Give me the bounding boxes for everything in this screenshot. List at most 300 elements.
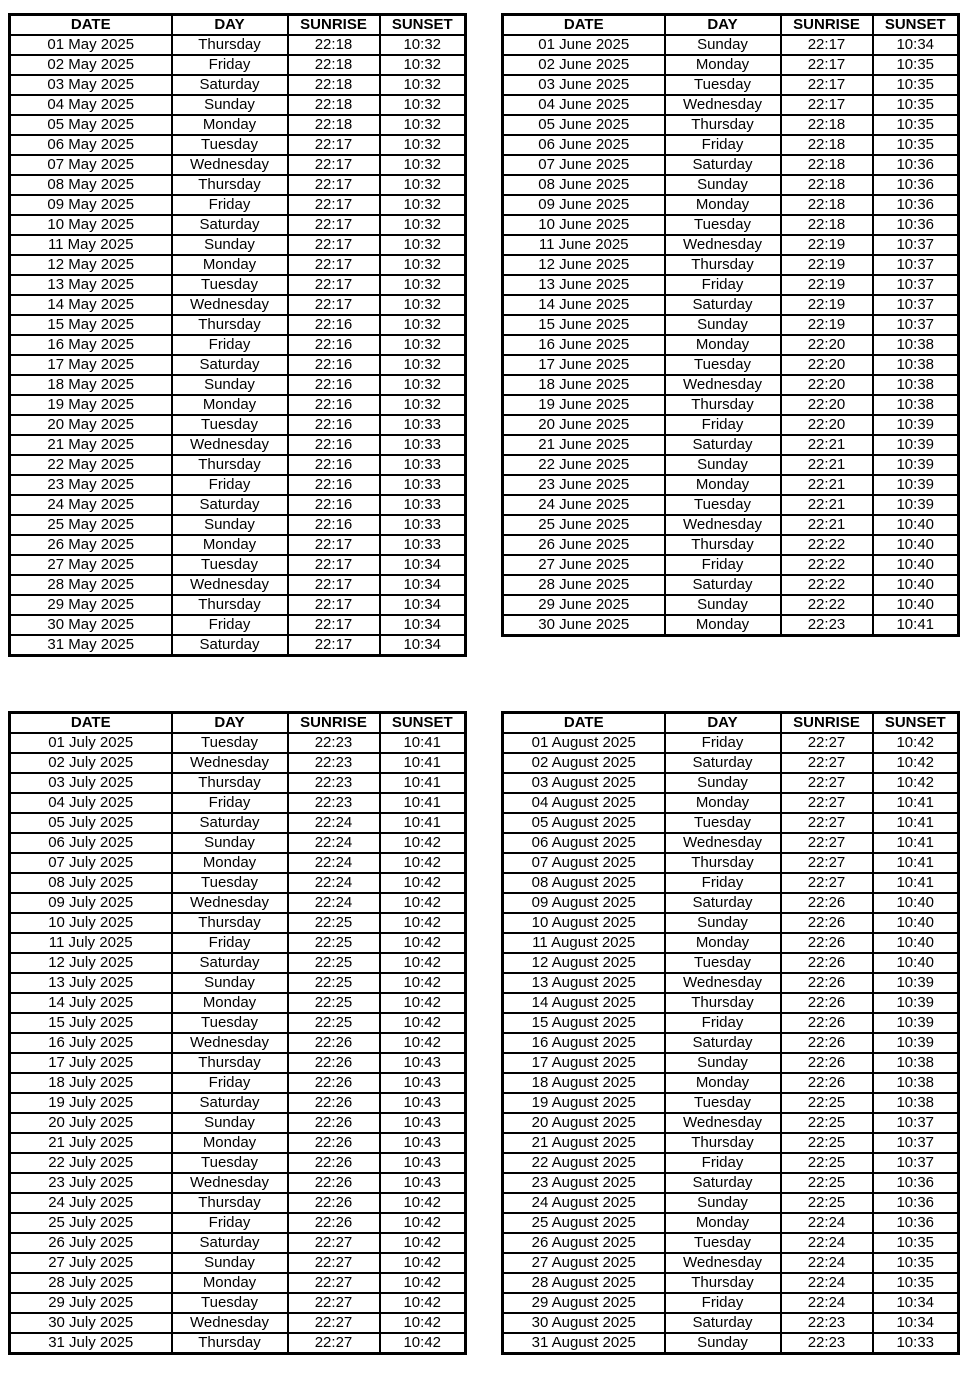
sunrise-cell: 22:16 bbox=[288, 395, 380, 415]
sunset-cell: 10:33 bbox=[380, 435, 466, 455]
sunset-cell: 10:39 bbox=[873, 455, 959, 475]
day-cell: Saturday bbox=[172, 813, 288, 833]
day-cell: Tuesday bbox=[665, 75, 781, 95]
sunset-cell: 10:43 bbox=[380, 1053, 466, 1073]
day-cell: Monday bbox=[665, 615, 781, 636]
sunset-cell: 10:38 bbox=[873, 1093, 959, 1113]
day-cell: Sunday bbox=[665, 913, 781, 933]
sunrise-cell: 22:19 bbox=[781, 255, 873, 275]
sunset-cell: 10:38 bbox=[873, 1073, 959, 1093]
date-cell: 23 August 2025 bbox=[503, 1173, 665, 1193]
table-row bbox=[503, 155, 959, 175]
date-cell: 18 August 2025 bbox=[503, 1073, 665, 1093]
day-cell: Wednesday bbox=[172, 295, 288, 315]
sunrise-cell: 22:26 bbox=[288, 1213, 380, 1233]
table-row bbox=[503, 1113, 959, 1133]
day-cell: Thursday bbox=[172, 315, 288, 335]
sunrise-cell: 22:26 bbox=[781, 933, 873, 953]
sunset-cell: 10:36 bbox=[873, 1213, 959, 1233]
sunset-cell: 10:41 bbox=[380, 733, 466, 753]
date-cell: 13 July 2025 bbox=[10, 973, 172, 993]
sunset-cell: 10:42 bbox=[873, 773, 959, 793]
sunset-cell: 10:42 bbox=[380, 1273, 466, 1293]
sunset-cell: 10:42 bbox=[380, 1033, 466, 1053]
day-cell: Sunday bbox=[172, 95, 288, 115]
sunset-cell: 10:41 bbox=[873, 615, 959, 636]
sunrise-cell: 22:20 bbox=[781, 375, 873, 395]
date-cell: 09 June 2025 bbox=[503, 195, 665, 215]
sunrise-cell: 22:19 bbox=[781, 295, 873, 315]
table-row bbox=[503, 495, 959, 515]
day-cell: Friday bbox=[172, 1073, 288, 1093]
sunrise-cell: 22:23 bbox=[288, 733, 380, 753]
sunset-cell: 10:32 bbox=[380, 195, 466, 215]
sunrise-cell: 22:25 bbox=[781, 1093, 873, 1113]
date-cell: 22 August 2025 bbox=[503, 1153, 665, 1173]
sunset-cell: 10:42 bbox=[380, 893, 466, 913]
sunrise-cell: 22:23 bbox=[288, 753, 380, 773]
day-cell: Friday bbox=[665, 135, 781, 155]
table-row bbox=[503, 395, 959, 415]
table-row bbox=[503, 515, 959, 535]
table-row bbox=[10, 1073, 466, 1093]
table-row bbox=[10, 275, 466, 295]
day-cell: Friday bbox=[172, 55, 288, 75]
table-row bbox=[503, 793, 959, 813]
sunrise-cell: 22:26 bbox=[781, 1053, 873, 1073]
sunset-cell: 10:39 bbox=[873, 1013, 959, 1033]
date-cell: 05 July 2025 bbox=[10, 813, 172, 833]
table-row bbox=[10, 1053, 466, 1073]
header-row bbox=[10, 713, 466, 734]
sunrise-cell: 22:27 bbox=[781, 753, 873, 773]
day-cell: Thursday bbox=[665, 535, 781, 555]
date-cell: 10 July 2025 bbox=[10, 913, 172, 933]
day-cell: Friday bbox=[665, 1293, 781, 1313]
table-row bbox=[10, 235, 466, 255]
table-row bbox=[503, 415, 959, 435]
day-header: DAY bbox=[665, 713, 781, 734]
table-row bbox=[503, 315, 959, 335]
table-row bbox=[10, 475, 466, 495]
date-cell: 12 May 2025 bbox=[10, 255, 172, 275]
sunset-cell: 10:39 bbox=[873, 495, 959, 515]
table-row bbox=[503, 953, 959, 973]
sunrise-cell: 22:17 bbox=[781, 55, 873, 75]
date-header: DATE bbox=[503, 713, 665, 734]
table-row bbox=[10, 495, 466, 515]
date-cell: 26 May 2025 bbox=[10, 535, 172, 555]
sunrise-cell: 22:17 bbox=[288, 175, 380, 195]
sunset-cell: 10:37 bbox=[873, 315, 959, 335]
day-cell: Wednesday bbox=[665, 375, 781, 395]
date-cell: 21 July 2025 bbox=[10, 1133, 172, 1153]
date-cell: 03 May 2025 bbox=[10, 75, 172, 95]
sunrise-cell: 22:22 bbox=[781, 595, 873, 615]
sunrise-cell: 22:16 bbox=[288, 435, 380, 455]
day-cell: Monday bbox=[665, 55, 781, 75]
sunrise-cell: 22:20 bbox=[781, 395, 873, 415]
sunrise-cell: 22:26 bbox=[288, 1113, 380, 1133]
sunset-cell: 10:36 bbox=[873, 175, 959, 195]
sunset-cell: 10:42 bbox=[380, 1313, 466, 1333]
date-cell: 25 May 2025 bbox=[10, 515, 172, 535]
sunrise-cell: 22:23 bbox=[288, 793, 380, 813]
sunrise-cell: 22:24 bbox=[288, 893, 380, 913]
day-cell: Sunday bbox=[172, 1253, 288, 1273]
table-row bbox=[503, 1053, 959, 1073]
date-cell: 04 August 2025 bbox=[503, 793, 665, 813]
table-row bbox=[503, 1233, 959, 1253]
sunset-cell: 10:41 bbox=[873, 813, 959, 833]
day-cell: Wednesday bbox=[665, 973, 781, 993]
table-row bbox=[10, 793, 466, 813]
day-cell: Sunday bbox=[665, 595, 781, 615]
sunset-cell: 10:37 bbox=[873, 235, 959, 255]
day-cell: Sunday bbox=[665, 455, 781, 475]
sunrise-cell: 22:26 bbox=[781, 1013, 873, 1033]
date-cell: 29 July 2025 bbox=[10, 1293, 172, 1313]
sunrise-cell: 22:24 bbox=[781, 1233, 873, 1253]
date-cell: 09 July 2025 bbox=[10, 893, 172, 913]
sunset-cell: 10:34 bbox=[873, 35, 959, 55]
table-row bbox=[10, 753, 466, 773]
table-row bbox=[10, 893, 466, 913]
sunset-cell: 10:32 bbox=[380, 375, 466, 395]
table-row bbox=[10, 455, 466, 475]
table-row bbox=[503, 1073, 959, 1093]
sunrise-cell: 22:16 bbox=[288, 375, 380, 395]
sunset-cell: 10:40 bbox=[873, 893, 959, 913]
table-row bbox=[503, 95, 959, 115]
date-cell: 05 June 2025 bbox=[503, 115, 665, 135]
day-cell: Wednesday bbox=[665, 1113, 781, 1133]
sunrise-cell: 22:25 bbox=[781, 1153, 873, 1173]
day-cell: Thursday bbox=[665, 993, 781, 1013]
date-cell: 11 July 2025 bbox=[10, 933, 172, 953]
sunset-cell: 10:32 bbox=[380, 155, 466, 175]
table-row bbox=[10, 515, 466, 535]
day-cell: Thursday bbox=[172, 595, 288, 615]
sunset-cell: 10:34 bbox=[380, 595, 466, 615]
sunrise-cell: 22:18 bbox=[781, 175, 873, 195]
sunrise-cell: 22:17 bbox=[288, 235, 380, 255]
sunrise-cell: 22:27 bbox=[288, 1273, 380, 1293]
date-cell: 07 August 2025 bbox=[503, 853, 665, 873]
day-cell: Sunday bbox=[665, 35, 781, 55]
sunrise-cell: 22:18 bbox=[781, 195, 873, 215]
sunset-cell: 10:37 bbox=[873, 1153, 959, 1173]
day-cell: Saturday bbox=[665, 753, 781, 773]
table-row bbox=[10, 873, 466, 893]
table-row bbox=[503, 1333, 959, 1354]
sunset-cell: 10:32 bbox=[380, 55, 466, 75]
sunset-cell: 10:41 bbox=[873, 793, 959, 813]
sunrise-cell: 22:16 bbox=[288, 455, 380, 475]
sunset-cell: 10:37 bbox=[873, 295, 959, 315]
day-cell: Thursday bbox=[172, 1333, 288, 1354]
day-cell: Tuesday bbox=[665, 953, 781, 973]
sunrise-cell: 22:16 bbox=[288, 415, 380, 435]
sunset-cell: 10:40 bbox=[873, 535, 959, 555]
date-cell: 24 May 2025 bbox=[10, 495, 172, 515]
date-cell: 18 June 2025 bbox=[503, 375, 665, 395]
table-row bbox=[10, 913, 466, 933]
sunrise-cell: 22:17 bbox=[288, 595, 380, 615]
date-cell: 01 June 2025 bbox=[503, 35, 665, 55]
sunset-cell: 10:35 bbox=[873, 135, 959, 155]
day-cell: Saturday bbox=[665, 1313, 781, 1333]
table-row bbox=[10, 635, 466, 656]
sunrise-cell: 22:21 bbox=[781, 475, 873, 495]
sunset-cell: 10:34 bbox=[380, 555, 466, 575]
sunrise-cell: 22:26 bbox=[781, 913, 873, 933]
day-cell: Wednesday bbox=[665, 515, 781, 535]
sunset-cell: 10:40 bbox=[873, 953, 959, 973]
day-cell: Wednesday bbox=[665, 95, 781, 115]
sunset-cell: 10:42 bbox=[380, 1333, 466, 1354]
date-cell: 12 August 2025 bbox=[503, 953, 665, 973]
table-row bbox=[503, 893, 959, 913]
sunset-cell: 10:39 bbox=[873, 435, 959, 455]
table-row bbox=[503, 115, 959, 135]
table-row bbox=[503, 355, 959, 375]
day-cell: Sunday bbox=[665, 1333, 781, 1354]
table-row bbox=[503, 1173, 959, 1193]
day-cell: Wednesday bbox=[172, 155, 288, 175]
table-row bbox=[503, 733, 959, 753]
sunrise-cell: 22:23 bbox=[781, 1313, 873, 1333]
sunset-cell: 10:36 bbox=[873, 155, 959, 175]
sunrise-cell: 22:17 bbox=[781, 95, 873, 115]
sunset-cell: 10:40 bbox=[873, 555, 959, 575]
sunset-cell: 10:33 bbox=[380, 455, 466, 475]
sunset-cell: 10:36 bbox=[873, 215, 959, 235]
date-cell: 16 August 2025 bbox=[503, 1033, 665, 1053]
day-cell: Thursday bbox=[665, 1273, 781, 1293]
date-cell: 24 July 2025 bbox=[10, 1193, 172, 1213]
day-cell: Wednesday bbox=[172, 1033, 288, 1053]
sunrise-cell: 22:24 bbox=[781, 1293, 873, 1313]
date-cell: 07 July 2025 bbox=[10, 853, 172, 873]
sunrise-cell: 22:17 bbox=[288, 575, 380, 595]
sunset-cell: 10:35 bbox=[873, 55, 959, 75]
table-row bbox=[503, 773, 959, 793]
table-row bbox=[503, 175, 959, 195]
date-cell: 07 May 2025 bbox=[10, 155, 172, 175]
sunrise-cell: 22:26 bbox=[781, 1033, 873, 1053]
date-cell: 14 June 2025 bbox=[503, 295, 665, 315]
day-cell: Friday bbox=[665, 275, 781, 295]
sunset-header: SUNSET bbox=[380, 713, 466, 734]
table-row bbox=[503, 1153, 959, 1173]
date-cell: 23 July 2025 bbox=[10, 1173, 172, 1193]
date-cell: 21 June 2025 bbox=[503, 435, 665, 455]
day-cell: Tuesday bbox=[172, 733, 288, 753]
table-row bbox=[503, 833, 959, 853]
table-row bbox=[10, 1293, 466, 1313]
table-row bbox=[503, 1013, 959, 1033]
sunrise-cell: 22:26 bbox=[288, 1193, 380, 1213]
day-cell: Friday bbox=[172, 615, 288, 635]
sunrise-cell: 22:18 bbox=[288, 35, 380, 55]
sunrise-cell: 22:26 bbox=[288, 1093, 380, 1113]
sunrise-cell: 22:24 bbox=[781, 1273, 873, 1293]
date-cell: 27 July 2025 bbox=[10, 1253, 172, 1273]
date-cell: 14 May 2025 bbox=[10, 295, 172, 315]
date-cell: 01 May 2025 bbox=[10, 35, 172, 55]
table-row bbox=[503, 255, 959, 275]
table-row bbox=[503, 215, 959, 235]
table-row bbox=[503, 1293, 959, 1313]
sunset-cell: 10:32 bbox=[380, 215, 466, 235]
table-row bbox=[503, 933, 959, 953]
day-cell: Tuesday bbox=[665, 495, 781, 515]
day-cell: Saturday bbox=[172, 75, 288, 95]
table-row bbox=[503, 535, 959, 555]
date-cell: 22 July 2025 bbox=[10, 1153, 172, 1173]
sunset-cell: 10:42 bbox=[380, 1213, 466, 1233]
table-row bbox=[10, 575, 466, 595]
date-cell: 13 June 2025 bbox=[503, 275, 665, 295]
date-cell: 25 July 2025 bbox=[10, 1213, 172, 1233]
date-cell: 24 June 2025 bbox=[503, 495, 665, 515]
date-cell: 26 August 2025 bbox=[503, 1233, 665, 1253]
day-cell: Sunday bbox=[172, 515, 288, 535]
sunset-cell: 10:42 bbox=[380, 933, 466, 953]
day-cell: Monday bbox=[172, 535, 288, 555]
day-cell: Thursday bbox=[665, 255, 781, 275]
table-row bbox=[503, 973, 959, 993]
table-row bbox=[10, 933, 466, 953]
date-cell: 01 July 2025 bbox=[10, 733, 172, 753]
date-cell: 06 July 2025 bbox=[10, 833, 172, 853]
day-cell: Tuesday bbox=[665, 1233, 781, 1253]
header-row bbox=[10, 15, 466, 36]
day-cell: Tuesday bbox=[172, 1013, 288, 1033]
table-row bbox=[503, 235, 959, 255]
table-row bbox=[10, 1033, 466, 1053]
sunset-cell: 10:32 bbox=[380, 75, 466, 95]
sunrise-cell: 22:24 bbox=[288, 813, 380, 833]
sunrise-header: SUNRISE bbox=[288, 713, 380, 734]
may-sun-table bbox=[8, 13, 467, 657]
date-cell: 27 May 2025 bbox=[10, 555, 172, 575]
sunset-cell: 10:41 bbox=[380, 773, 466, 793]
day-cell: Sunday bbox=[665, 175, 781, 195]
sunrise-cell: 22:18 bbox=[288, 55, 380, 75]
table-row bbox=[10, 1093, 466, 1113]
day-cell: Tuesday bbox=[665, 1093, 781, 1113]
table-row bbox=[10, 1213, 466, 1233]
table-row bbox=[10, 1153, 466, 1173]
sunset-cell: 10:32 bbox=[380, 395, 466, 415]
sunrise-cell: 22:24 bbox=[288, 833, 380, 853]
sunset-cell: 10:40 bbox=[873, 913, 959, 933]
table-row bbox=[503, 595, 959, 615]
table-row bbox=[10, 1273, 466, 1293]
day-cell: Friday bbox=[665, 733, 781, 753]
table-row bbox=[503, 295, 959, 315]
sunset-cell: 10:42 bbox=[380, 833, 466, 853]
sunrise-cell: 22:17 bbox=[288, 275, 380, 295]
sunset-cell: 10:41 bbox=[380, 813, 466, 833]
sunrise-cell: 22:23 bbox=[781, 615, 873, 636]
day-cell: Wednesday bbox=[172, 893, 288, 913]
sunrise-cell: 22:27 bbox=[288, 1253, 380, 1273]
day-cell: Sunday bbox=[172, 375, 288, 395]
day-cell: Wednesday bbox=[172, 1173, 288, 1193]
table-row bbox=[10, 1113, 466, 1133]
day-cell: Monday bbox=[172, 1133, 288, 1153]
date-cell: 18 May 2025 bbox=[10, 375, 172, 395]
table-row bbox=[10, 953, 466, 973]
sunset-cell: 10:32 bbox=[380, 255, 466, 275]
day-cell: Thursday bbox=[172, 35, 288, 55]
sunrise-cell: 22:27 bbox=[781, 793, 873, 813]
date-cell: 29 June 2025 bbox=[503, 595, 665, 615]
sunset-cell: 10:33 bbox=[380, 495, 466, 515]
table-row bbox=[10, 555, 466, 575]
sunset-cell: 10:39 bbox=[873, 475, 959, 495]
table-row bbox=[10, 1193, 466, 1213]
sunrise-cell: 22:20 bbox=[781, 415, 873, 435]
table-row bbox=[10, 375, 466, 395]
table-row bbox=[503, 993, 959, 1013]
table-row bbox=[10, 335, 466, 355]
sunset-cell: 10:39 bbox=[873, 993, 959, 1013]
day-cell: Monday bbox=[172, 1273, 288, 1293]
sunrise-cell: 22:19 bbox=[781, 315, 873, 335]
table-row bbox=[503, 55, 959, 75]
day-cell: Sunday bbox=[172, 1113, 288, 1133]
day-cell: Sunday bbox=[665, 773, 781, 793]
day-cell: Monday bbox=[172, 255, 288, 275]
date-cell: 15 June 2025 bbox=[503, 315, 665, 335]
sunrise-cell: 22:18 bbox=[288, 95, 380, 115]
sunrise-cell: 22:25 bbox=[781, 1113, 873, 1133]
date-cell: 30 May 2025 bbox=[10, 615, 172, 635]
sunrise-cell: 22:27 bbox=[781, 813, 873, 833]
sunrise-cell: 22:26 bbox=[288, 1133, 380, 1153]
date-cell: 17 June 2025 bbox=[503, 355, 665, 375]
sunset-cell: 10:36 bbox=[873, 1193, 959, 1213]
day-cell: Tuesday bbox=[172, 275, 288, 295]
table-row bbox=[10, 853, 466, 873]
date-cell: 10 May 2025 bbox=[10, 215, 172, 235]
table-row bbox=[10, 315, 466, 335]
sunrise-cell: 22:18 bbox=[288, 75, 380, 95]
day-cell: Thursday bbox=[172, 1053, 288, 1073]
sunrise-cell: 22:27 bbox=[781, 733, 873, 753]
date-cell: 16 May 2025 bbox=[10, 335, 172, 355]
table-row bbox=[503, 475, 959, 495]
day-cell: Sunday bbox=[665, 315, 781, 335]
date-header: DATE bbox=[503, 15, 665, 36]
date-cell: 17 July 2025 bbox=[10, 1053, 172, 1073]
date-cell: 08 July 2025 bbox=[10, 873, 172, 893]
sunrise-cell: 22:16 bbox=[288, 315, 380, 335]
table-row bbox=[10, 1253, 466, 1273]
sunset-cell: 10:42 bbox=[380, 953, 466, 973]
table-row bbox=[10, 833, 466, 853]
table-row bbox=[503, 873, 959, 893]
sunrise-cell: 22:17 bbox=[288, 135, 380, 155]
sunrise-cell: 22:16 bbox=[288, 515, 380, 535]
table-row bbox=[503, 195, 959, 215]
day-cell: Saturday bbox=[665, 893, 781, 913]
date-cell: 06 June 2025 bbox=[503, 135, 665, 155]
